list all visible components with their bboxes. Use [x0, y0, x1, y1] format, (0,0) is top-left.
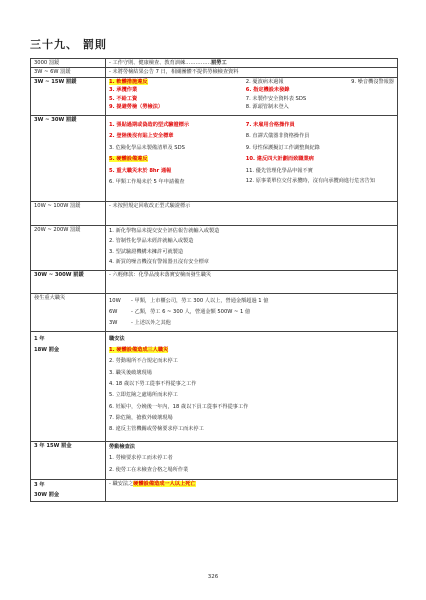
table-row: [31, 479, 398, 501]
page-number: 326: [207, 574, 219, 580]
law-header: 職安法: [109, 335, 125, 342]
row-content: 職安法 1. 硬體設備造成三人職災 2. 勞動場所不合規定而未停工 3. 職災後破壞現場 4. 18 歲以下勞工從事不得從事之工作 5. 立即危險之處場所而未停工 6. 妊娠中，分娩後一年內，18 歲以下員工從事不得從事工作 7. 除危險，搶救外破壞現場 8. 違反主管機關或勞檢要求停工而未停工: [106, 331, 398, 441]
row-content: - 六輕條款：化學品洩未落實安檢而發生職災: [106, 270, 398, 293]
row-label: [31, 331, 106, 441]
row-content: - 未將勞檢結果公告 7 日，相關團體不提供勞檢檢查資料: [106, 68, 398, 77]
table-row: [31, 115, 398, 201]
table-row: [31, 77, 398, 115]
table-row: [31, 441, 398, 479]
table-row: [31, 201, 398, 225]
penalty-table: [30, 58, 398, 502]
row-label: 30W ~ 300W 罰鍰: [31, 270, 106, 293]
row-content: 1. 新化學物品未提交安全評估報告就輸入或製造 2. 管制性化學品未經許就輸入或製造 3. 型試驗證機構未擁許可就製造 4. 新買的噪音機沒有警報器且沒有安全標章: [106, 225, 398, 270]
row-label: 3W ~ 6W 罰鍰: [31, 68, 106, 77]
table-row: [31, 225, 398, 270]
table-row: [31, 68, 398, 77]
row-label: 20W ~ 200W 罰鍰: [31, 225, 106, 270]
table-row: [31, 293, 398, 331]
row-content: - 職安法之硬體設備造成一人以上死亡: [106, 479, 398, 501]
row-content: - 未按照規定回收改正型式驗證標示: [106, 201, 398, 225]
row-label: 3W ~ 30W 罰鍰: [31, 115, 106, 201]
row-label-line: 3 年 30W 罰金: [34, 481, 60, 499]
row-content: 勞動檢查法 1. 勞檢要求停工而未停工者 2. 使勞工在未檢查合格之場所作業: [106, 441, 398, 479]
row-label: 3W ~ 15W 罰鍰: [31, 77, 106, 115]
row-label: 10W ~ 100W 罰鍰: [31, 201, 106, 225]
row-label: 3000 罰鍰: [31, 59, 106, 68]
table-row: [31, 59, 398, 68]
row-label-line: 1 年 18W 罰金: [34, 335, 60, 353]
table-row: [31, 270, 398, 293]
row-content: 1. 軟體措施違反 3. 承攬作業 5. 不給工資 9. 提避勞檢（勞檢法） 2. 憂波病未過報 9. 噪音機沒警報器 6. 指定機設未發錄 7. 未製作安全資料表 SDS 8. 源頭管制未登入: [106, 77, 398, 115]
row-content: 1. 張貼過期或偽造的型式驗證標示 2. 登陸後沒有貼上安全標章 3. 危險化學品未製備清單及 SDS 5. 硬體設備違反 5. 重大職災未於 8hr 通報 6. 甲類工作場未於 5 年申請備查 7. 未雇用合格操作員 8. 直譯式儀器非資格操作員 9. 母性保護擬訂工作調整與紀錄 10. 違反四大計劃而致職業病 11. 優先管理化學品申報不實 12. 原事業單位交付承攬時，沒有向承攬商進行危害告知: [106, 115, 398, 201]
table-row: [31, 331, 398, 441]
row-label: [31, 479, 106, 501]
row-label: 3 年 15W 罰金: [31, 441, 106, 479]
row-content: 10W - 甲類，上市櫃公司，勞工 300 人以上，營通金額超過 1 億 6W - 乙類，勞工 6 ~ 300 人，營通金額 500W ~ 1 億 3W - 上述以外之其他: [106, 293, 398, 331]
law-header: 勞動檢查法: [109, 443, 135, 450]
row-label: 發生重大職災: [31, 293, 106, 331]
row-content: - 工作守則、健康檢查、教育訓練……………罰勞工: [106, 59, 398, 68]
page-title: 三十九、 罰則: [30, 38, 107, 51]
